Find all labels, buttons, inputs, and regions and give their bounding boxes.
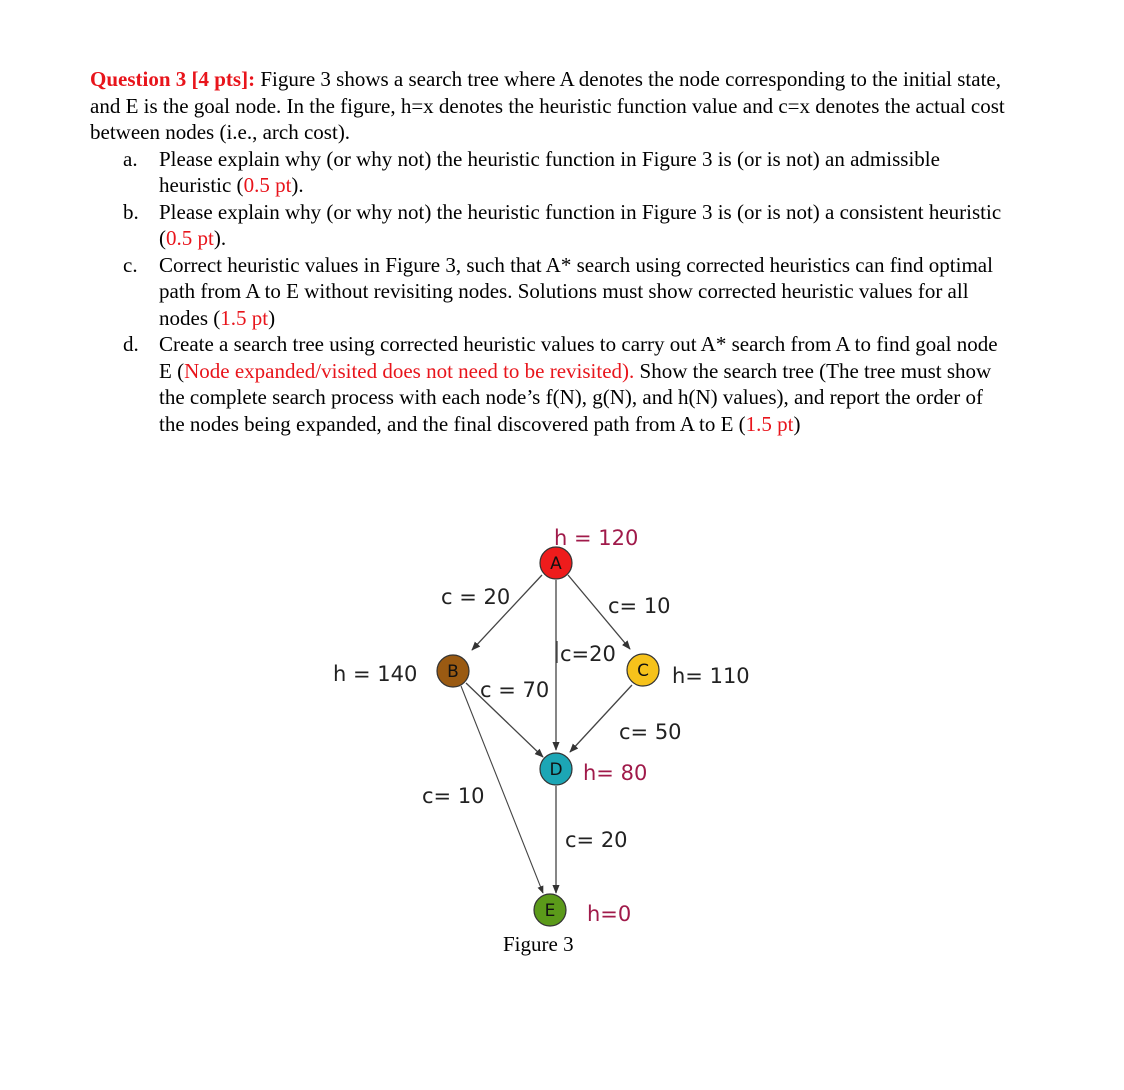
part-marker: b. bbox=[123, 199, 139, 224]
node-d-letter: D bbox=[549, 760, 563, 780]
part-text: Create a search tree using corrected heuristic values to carry out A* search from A to find goal node E ( bbox=[159, 332, 998, 383]
part-text-continued: Show the search tree (The tree must show the complete search process with each node’s f(N), g(N), and h(N) values), and report the order of the nodes being expanded, and the final discovered path from A to E ( bbox=[159, 358, 992, 436]
edge-label-a-d: c=20 bbox=[560, 642, 616, 666]
part-close: ) bbox=[793, 411, 801, 436]
node-a-letter: A bbox=[550, 554, 562, 574]
part-points: 1.5 pt bbox=[745, 411, 794, 436]
node-a-heuristic: h = 120 bbox=[554, 526, 639, 550]
question-intro-text: Figure 3 shows a search tree where A denotes the node corresponding to the initial state, and E is the goal node. In the figure, h=x denotes the heuristic function value and c=x denotes the actual cost between nodes (i.e., arch cost). bbox=[90, 67, 1005, 144]
part-close: ). bbox=[291, 173, 304, 197]
part-text: Please explain why (or why not) the heuristic function in Figure 3 is (or is not) an admissible heuristic ( bbox=[159, 146, 940, 197]
figure-caption: Figure 3 bbox=[503, 932, 574, 956]
part-close: ) bbox=[268, 305, 276, 330]
part-points: 1.5 pt bbox=[220, 305, 269, 330]
edge-label-c-d: c= 50 bbox=[619, 720, 682, 744]
part-note: Node expanded/visited does not need to be revisited). bbox=[184, 358, 635, 383]
part-marker: c. bbox=[123, 252, 138, 277]
node-d-heuristic: h= 80 bbox=[583, 761, 648, 785]
edge-label-b-d: c = 70 bbox=[480, 678, 550, 702]
node-b-letter: B bbox=[447, 662, 459, 682]
part-marker: d. bbox=[123, 332, 139, 356]
node-e-heuristic: h=0 bbox=[587, 902, 632, 926]
question-heading: Question 3 [4 pts]: bbox=[90, 67, 256, 91]
node-c-heuristic: h= 110 bbox=[672, 664, 750, 688]
part-points: 0.5 pt bbox=[166, 226, 214, 250]
node-b-heuristic: h = 140 bbox=[333, 662, 418, 686]
node-e-letter: E bbox=[544, 901, 556, 921]
node-c-letter: C bbox=[637, 661, 649, 681]
edge-label-d-e: c= 20 bbox=[565, 828, 628, 852]
edge-label-b-e: c= 10 bbox=[422, 784, 485, 808]
part-marker: a. bbox=[123, 146, 138, 171]
edge-label-a-b: c = 20 bbox=[441, 585, 511, 609]
part-points: 0.5 pt bbox=[243, 173, 292, 197]
edge-label-a-c: c= 10 bbox=[608, 594, 671, 618]
part-text: Correct heuristic values in Figure 3, such that A* search using corrected heuristics can find optimal path from A to E without revisiting nodes. Solutions must show corrected heuristic values for all nodes ( bbox=[159, 252, 993, 330]
part-close: ). bbox=[213, 226, 227, 250]
part-text: Please explain why (or why not) the heuristic function in Figure 3 is (or is not) a consistent heuristic ( bbox=[159, 199, 1002, 250]
